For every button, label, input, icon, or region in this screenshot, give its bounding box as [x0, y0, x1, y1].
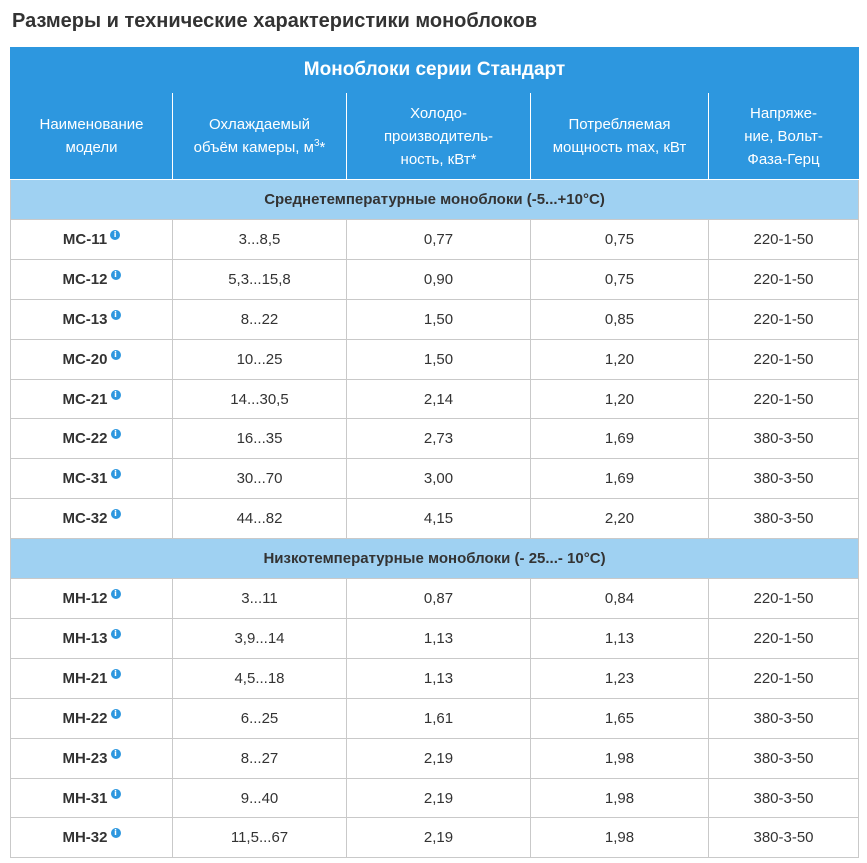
table-row: [11, 738, 859, 778]
header-line: ние, Вольт-: [744, 127, 823, 145]
chamber-volume-cell: 4,5...18: [173, 658, 347, 698]
cooling-capacity-cell: 4,15: [347, 499, 531, 539]
model-name: МС-22: [62, 430, 108, 448]
model-cell: [11, 379, 173, 419]
power-consumption-cell: 1,69: [531, 419, 709, 459]
table-row: [11, 459, 859, 499]
header-line: модели: [65, 139, 118, 156]
power-consumption-cell: 1,98: [531, 738, 709, 778]
model-name: МН-13: [62, 629, 108, 647]
info-icon[interactable]: i: [111, 828, 121, 838]
page-title: Размеры и технические характеристики моноблоков: [12, 10, 538, 32]
cooling-capacity-cell: 1,50: [347, 339, 531, 379]
cooling-capacity-cell: 1,61: [347, 698, 531, 738]
model-cell: [11, 299, 173, 339]
power-consumption-cell: 0,75: [531, 220, 709, 260]
voltage-cell: 380-3-50: [709, 778, 859, 818]
column-header-row: [11, 93, 859, 180]
group-header-row: [11, 539, 859, 579]
model-name: МС-31: [62, 470, 108, 488]
group-title: Среднетемпературные моноблоки (-5...+10°С): [11, 180, 859, 220]
cooling-capacity-cell: 0,90: [347, 259, 531, 299]
chamber-volume-cell: 9...40: [173, 778, 347, 818]
chamber-volume-cell: 6...25: [173, 698, 347, 738]
chamber-volume-cell: 44...82: [173, 499, 347, 539]
chamber-volume-cell: 3...11: [173, 579, 347, 619]
chamber-volume-cell: 14...30,5: [173, 379, 347, 419]
power-consumption-header: [531, 93, 709, 180]
info-icon[interactable]: i: [111, 469, 121, 479]
header-line: Наименование: [39, 116, 144, 133]
header-line: объём камеры, м: [193, 139, 314, 156]
cooling-capacity-cell: 1,13: [347, 619, 531, 659]
info-icon[interactable]: i: [111, 270, 121, 280]
model-name: МН-21: [62, 669, 108, 687]
model-name: МН-23: [62, 749, 108, 767]
model-cell: [11, 619, 173, 659]
power-consumption-cell: 1,69: [531, 459, 709, 499]
model-cell: [11, 738, 173, 778]
monoblock-table-container: [10, 47, 858, 858]
monoblock-specs-table: [10, 47, 859, 858]
cooling-capacity-cell: 1,50: [347, 299, 531, 339]
info-icon[interactable]: i: [111, 589, 121, 599]
table-row: [11, 379, 859, 419]
chamber-volume-cell: 3...8,5: [173, 220, 347, 260]
chamber-volume-cell: 11,5...67: [173, 818, 347, 858]
voltage-cell: 220-1-50: [709, 658, 859, 698]
cooling-capacity-cell: 0,87: [347, 579, 531, 619]
model-cell: [11, 339, 173, 379]
model-name: МС-11: [62, 230, 108, 248]
voltage-cell: 220-1-50: [709, 220, 859, 260]
model-name: МС-13: [62, 310, 108, 328]
voltage-cell: 220-1-50: [709, 339, 859, 379]
model-cell: [11, 419, 173, 459]
model-name: МН-22: [62, 709, 108, 727]
info-icon[interactable]: i: [111, 789, 121, 799]
table-row: [11, 658, 859, 698]
model-cell: [11, 818, 173, 858]
info-icon[interactable]: i: [111, 669, 121, 679]
model-cell: [11, 459, 173, 499]
info-icon[interactable]: i: [111, 350, 121, 360]
info-icon[interactable]: i: [111, 629, 121, 639]
cooling-capacity-cell: 2,19: [347, 738, 531, 778]
model-name: МС-12: [62, 270, 108, 288]
chamber-volume-cell: 8...27: [173, 738, 347, 778]
model-cell: [11, 778, 173, 818]
header-superscript: 3: [313, 138, 320, 149]
info-icon[interactable]: i: [111, 509, 121, 519]
voltage-cell: 220-1-50: [709, 619, 859, 659]
model-cell: [11, 658, 173, 698]
model-name: МН-31: [62, 789, 108, 807]
power-consumption-cell: 1,98: [531, 778, 709, 818]
series-title: Моноблоки серии Стандарт: [11, 48, 859, 93]
voltage-cell: 380-3-50: [709, 499, 859, 539]
chamber-volume-cell: 3,9...14: [173, 619, 347, 659]
voltage-cell: 380-3-50: [709, 818, 859, 858]
voltage-header: [709, 93, 859, 180]
voltage-cell: 220-1-50: [709, 579, 859, 619]
cooling-capacity-cell: 2,19: [347, 818, 531, 858]
header-line: Охлаждаемый: [208, 116, 311, 133]
table-row: [11, 579, 859, 619]
table-row: [11, 778, 859, 818]
info-icon[interactable]: i: [111, 749, 121, 759]
header-line: Фаза-Герц: [747, 150, 820, 168]
power-consumption-cell: 1,20: [531, 339, 709, 379]
model-name: МН-32: [62, 829, 108, 847]
power-consumption-cell: 1,13: [531, 619, 709, 659]
voltage-cell: 380-3-50: [709, 738, 859, 778]
model-name: МН-12: [62, 590, 108, 608]
info-icon[interactable]: i: [111, 310, 121, 320]
info-icon[interactable]: i: [110, 230, 120, 240]
chamber-volume-cell: 30...70: [173, 459, 347, 499]
table-row: [11, 220, 859, 260]
voltage-cell: 220-1-50: [709, 259, 859, 299]
table-body: [11, 180, 859, 858]
info-icon[interactable]: i: [111, 390, 121, 400]
voltage-cell: 220-1-50: [709, 379, 859, 419]
power-consumption-cell: 0,84: [531, 579, 709, 619]
model-name: МС-21: [62, 390, 108, 408]
voltage-cell: 220-1-50: [709, 299, 859, 339]
chamber-volume-cell: 5,3...15,8: [173, 259, 347, 299]
power-consumption-cell: 1,23: [531, 658, 709, 698]
chamber-volume-header: [173, 93, 347, 180]
header-suffix: *: [319, 139, 326, 156]
voltage-cell: 380-3-50: [709, 459, 859, 499]
table-row: [11, 419, 859, 459]
cooling-capacity-cell: 2,73: [347, 419, 531, 459]
table-row: [11, 499, 859, 539]
model-cell: [11, 698, 173, 738]
power-consumption-cell: 2,20: [531, 499, 709, 539]
power-consumption-cell: 0,85: [531, 299, 709, 339]
info-icon[interactable]: i: [111, 709, 121, 719]
cooling-capacity-cell: 0,77: [347, 220, 531, 260]
chamber-volume-cell: 10...25: [173, 339, 347, 379]
table-row: [11, 619, 859, 659]
voltage-cell: 380-3-50: [709, 698, 859, 738]
model-cell: [11, 259, 173, 299]
header-line: производитель-: [383, 127, 494, 145]
cooling-capacity-cell: 2,19: [347, 778, 531, 818]
cooling-capacity-cell: 1,13: [347, 658, 531, 698]
table-row: [11, 259, 859, 299]
power-consumption-cell: 0,75: [531, 259, 709, 299]
table-row: [11, 339, 859, 379]
table-row: [11, 818, 859, 858]
header-line: мощность max, кВт: [552, 139, 687, 156]
table-row: [11, 698, 859, 738]
model-name: МС-32: [62, 510, 108, 528]
power-consumption-cell: 1,65: [531, 698, 709, 738]
model-cell: [11, 499, 173, 539]
group-title: Низкотемпературные моноблоки (- 25...- 10°С): [11, 539, 859, 579]
model-name-header: [11, 93, 173, 180]
group-header-row: [11, 180, 859, 220]
table-row: [11, 299, 859, 339]
cooling-capacity-cell: 3,00: [347, 459, 531, 499]
power-consumption-cell: 1,20: [531, 379, 709, 419]
model-cell: [11, 579, 173, 619]
model-cell: [11, 220, 173, 260]
header-line: Напряже-: [750, 104, 817, 122]
header-line: Холодо-: [410, 104, 467, 122]
chamber-volume-cell: 8...22: [173, 299, 347, 339]
info-icon[interactable]: i: [111, 429, 121, 439]
cooling-capacity-header: [347, 93, 531, 180]
model-name: МС-20: [62, 350, 108, 368]
cooling-capacity-cell: 2,14: [347, 379, 531, 419]
header-line: Потребляемая: [568, 116, 671, 133]
chamber-volume-cell: 16...35: [173, 419, 347, 459]
series-title-row: [11, 48, 859, 93]
header-line: ность, кВт*: [400, 150, 477, 168]
power-consumption-cell: 1,98: [531, 818, 709, 858]
voltage-cell: 380-3-50: [709, 419, 859, 459]
